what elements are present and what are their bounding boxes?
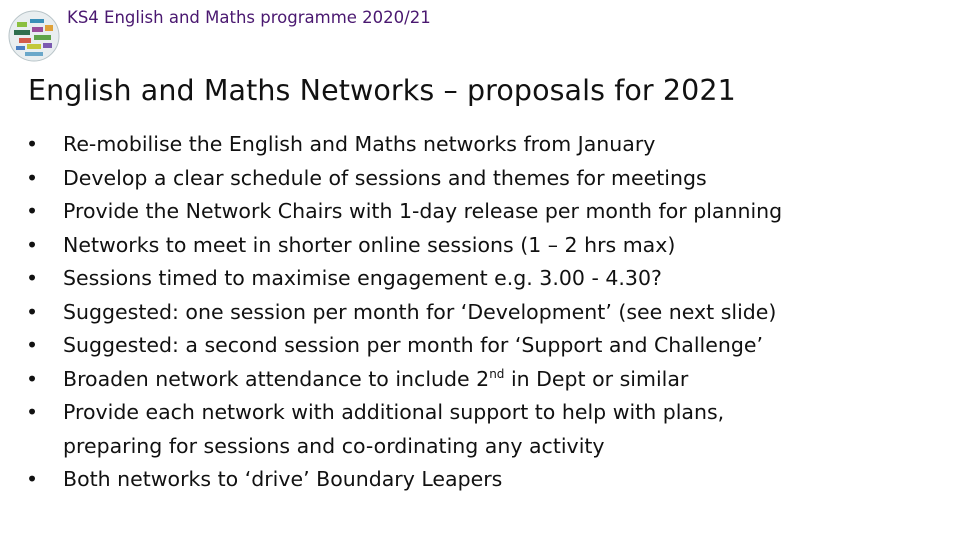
bullet-text: Both networks to ‘drive’ Boundary Leapers: [63, 467, 503, 491]
bullet-item: [26, 329, 946, 363]
bullet-point-icon: •: [26, 232, 39, 257]
bullet-list: [26, 128, 946, 497]
slide-title: English and Maths Networks – proposals for 2021: [28, 74, 736, 107]
bullet-text-continuation: preparing for sessions and co-ordinating any activity: [63, 433, 605, 458]
programme-logo-icon: [8, 10, 60, 62]
bullet-point-icon: •: [26, 266, 39, 290]
bullet-text: Sessions timed to maximise engagement e.g. 3.00 - 4.30?: [63, 266, 662, 290]
bullet-item: [26, 463, 946, 497]
bullet-text: Re-mobilise the English and Maths networks from January: [63, 132, 656, 156]
bullet-item: [26, 162, 946, 196]
bullet-point-icon: •: [26, 165, 39, 190]
bullet-point-icon: •: [26, 299, 39, 324]
bullet-item: [26, 128, 946, 162]
bullet-point-icon: •: [26, 400, 39, 424]
bullet-point-icon: •: [26, 132, 39, 156]
header-title: KS4 English and Maths programme 2020/21: [67, 8, 431, 27]
bullet-text: Suggested: a second session per month for ‘Support and Challenge’: [63, 333, 764, 357]
bullet-text-after: in Dept or similar: [504, 366, 689, 391]
bullet-text: Provide each network with additional support to help with plans,: [63, 400, 725, 424]
bullet-item: [26, 229, 946, 263]
bullet-superscript: nd: [489, 366, 505, 381]
bullet-point-icon: •: [26, 333, 39, 357]
bullet-item: [26, 363, 946, 397]
bullet-point-icon: •: [26, 366, 39, 391]
bullet-point-icon: •: [26, 467, 39, 491]
bullet-item: [26, 296, 946, 330]
bullet-text: Networks to meet in shorter online sessions (1 – 2 hrs max): [63, 232, 676, 257]
bullet-item: [26, 396, 946, 463]
bullet-item: [26, 262, 946, 296]
bullet-text: Broaden network attendance to include 2: [63, 366, 490, 391]
bullet-text: Develop a clear schedule of sessions and themes for meetings: [63, 165, 707, 190]
bullet-point-icon: •: [26, 199, 39, 223]
bullet-text: Suggested: one session per month for ‘Development’ (see next slide): [63, 299, 777, 324]
bullet-item: [26, 195, 946, 229]
bullet-text: Provide the Network Chairs with 1-day release per month for planning: [63, 199, 783, 223]
